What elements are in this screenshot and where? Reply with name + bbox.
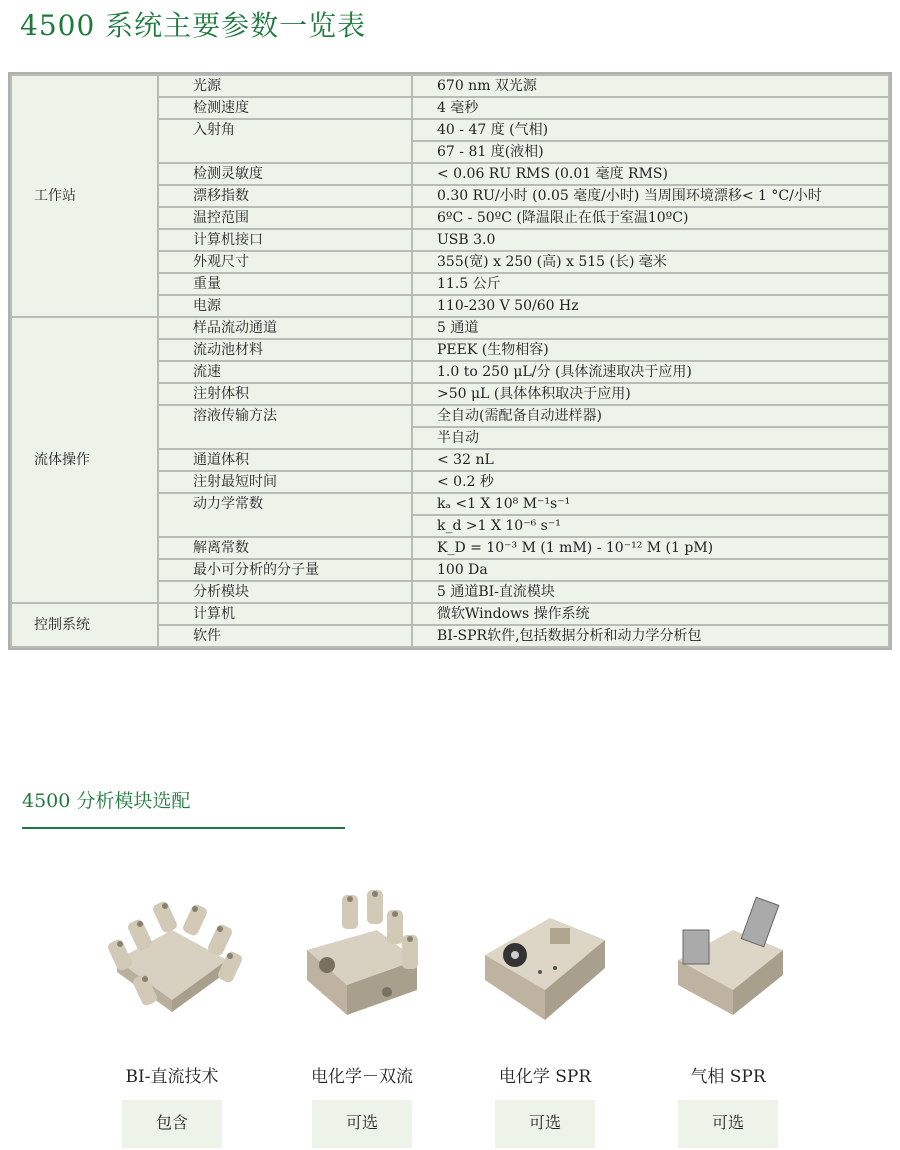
spec-value: 110-230 V 50/60 Hz — [412, 295, 889, 317]
spec-value: 67 - 81 度(液相) — [412, 141, 889, 163]
module-status-badge: 包含 — [122, 1100, 222, 1148]
spec-value: 100 Da — [412, 559, 889, 581]
spec-value: 全自动(需配备自动进样器) — [412, 405, 889, 427]
module-status-badge: 可选 — [495, 1100, 595, 1148]
spec-label: 光源 — [158, 75, 412, 97]
spec-label: 流动池材料 — [158, 339, 412, 361]
spec-value: 半自动 — [412, 427, 889, 449]
module-status-badge: 可选 — [312, 1100, 412, 1148]
spec-value: 4 毫秒 — [412, 97, 889, 119]
spec-label: 分析模块 — [158, 581, 412, 603]
spec-value: 40 - 47 度 (气相) — [412, 119, 889, 141]
spec-value: K_D = 10⁻³ M (1 mM) - 10⁻¹² M (1 pM) — [412, 537, 889, 559]
group-label: 流体操作 — [11, 317, 158, 603]
spec-label: 漂移指数 — [158, 185, 412, 207]
spec-value: 微软Windows 操作系统 — [412, 603, 889, 625]
page-title: 4500 系统主要参数一览表 — [20, 9, 367, 42]
group-label: 工作站 — [11, 75, 158, 317]
spec-label: 重量 — [158, 273, 412, 295]
spec-value: >50 μL (具体体积取决于应用) — [412, 383, 889, 405]
spec-label: 注射体积 — [158, 383, 412, 405]
module-image — [272, 880, 452, 1020]
spec-value: 1.0 to 250 μL/分 (具体流速取决于应用) — [412, 361, 889, 383]
spec-label: 电源 — [158, 295, 412, 317]
spec-value: k_d >1 X 10⁻⁶ s⁻¹ — [412, 515, 889, 537]
spec-label: 样品流动通道 — [158, 317, 412, 339]
spec-value: BI-SPR软件,包括数据分析和动力学分析包 — [412, 625, 889, 647]
module-image — [638, 880, 818, 1020]
spec-value: < 0.2 秒 — [412, 471, 889, 493]
spec-label: 检测速度 — [158, 97, 412, 119]
modules-title: 4500 分析模块选配 — [22, 790, 191, 812]
spec-label: 检测灵敏度 — [158, 163, 412, 185]
module-status-badge: 可选 — [678, 1100, 778, 1148]
spec-value: PEEK (生物相容) — [412, 339, 889, 361]
spec-value: 6ºC - 50ºC (降温限止在低于室温10ºC) — [412, 207, 889, 229]
module-name: BI-直流技术 — [125, 1067, 219, 1087]
table-row — [11, 603, 889, 625]
spec-label: 外观尺寸 — [158, 251, 412, 273]
spec-label: 注射最短时间 — [158, 471, 412, 493]
spec-label: 解离常数 — [158, 537, 412, 559]
spec-value: 5 通道BI-直流模块 — [412, 581, 889, 603]
module-name: 电化学－双流 — [311, 1067, 413, 1087]
spec-table — [10, 74, 890, 648]
spec-label: 计算机接口 — [158, 229, 412, 251]
spec-value: 355(宽) x 250 (高) x 515 (长) 毫米 — [412, 251, 889, 273]
spec-label: 通道体积 — [158, 449, 412, 471]
table-row — [11, 75, 889, 97]
spec-value: < 32 nL — [412, 449, 889, 471]
spec-label: 入射角 — [158, 119, 412, 163]
table-row — [11, 317, 889, 339]
spec-value: 0.30 RU/小时 (0.05 毫度/小时) 当周围环境漂移< 1 °C/小时 — [412, 185, 889, 207]
spec-label: 温控范围 — [158, 207, 412, 229]
module-name: 电化学 SPR — [498, 1067, 592, 1087]
spec-label: 计算机 — [158, 603, 412, 625]
spec-label: 溶液传输方法 — [158, 405, 412, 449]
spec-label: 软件 — [158, 625, 412, 647]
spec-value: 11.5 公斤 — [412, 273, 889, 295]
spec-value: 5 通道 — [412, 317, 889, 339]
spec-label: 动力学常数 — [158, 493, 412, 537]
spec-label: 最小可分析的分子量 — [158, 559, 412, 581]
spec-value: < 0.06 RU RMS (0.01 毫度 RMS) — [412, 163, 889, 185]
spec-value: 670 nm 双光源 — [412, 75, 889, 97]
module-image — [82, 880, 262, 1020]
section-divider — [22, 827, 345, 829]
group-label: 控制系统 — [11, 603, 158, 647]
module-image — [455, 880, 635, 1020]
spec-value: USB 3.0 — [412, 229, 889, 251]
spec-value: kₐ <1 X 10⁸ M⁻¹s⁻¹ — [412, 493, 889, 515]
spec-label: 流速 — [158, 361, 412, 383]
module-name: 气相 SPR — [690, 1067, 766, 1087]
